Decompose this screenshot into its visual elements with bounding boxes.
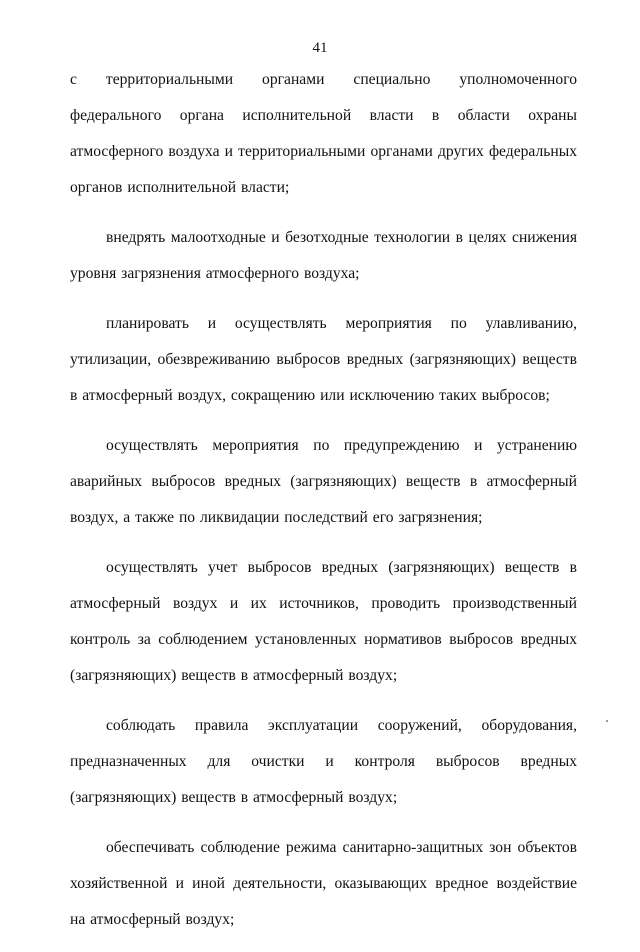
paragraph-continuation: с территориальными органами специально уполномоченного федерального органа исполнительной власти в области охраны атмосферного воздуха и территориальными органами других федеральных органов исполнительной власти; [70,71,577,196]
paragraph-sanitary-zones: обеспечивать соблюдение режима санитарно-защитных зон объектов хозяйственной и иной деятельности, оказывающих вредное воздействие на атмосферный воздух; [70,839,577,928]
paragraph-emission-capture: планировать и осуществлять мероприятия по улавливанию, утилизации, обезвреживанию выбросов вредных (загрязняющих) веществ в атмосферный воздух, сокращению или исключению таких выбросов; [70,315,577,404]
body-text [70,62,577,952]
paragraph-accident-prevention: осуществлять мероприятия по предупреждению и устранению аварийных выбросов вредных (загрязняющих) веществ в атмосферный воздух, а также по ликвидации последствий его загрязнения; [70,437,577,526]
paragraph-equipment-rules: соблюдать правила эксплуатации сооружений, оборудования, предназначенных для очистки и контроля выбросов вредных (загрязняющих) веществ в атмосферный воздух; [70,717,577,806]
scan-speck [606,720,608,722]
paragraph-emission-accounting: осуществлять учет выбросов вредных (загрязняющих) веществ в атмосферный воздух и их источников, проводить производственный контроль за соблюдением установленных нормативов выбросов вредных (загрязняющих) веществ в атмосферный воздух; [70,559,577,684]
page-number: 41 [312,40,328,56]
paragraph-low-waste-tech: внедрять малоотходные и безотходные технологии в целях снижения уровня загрязнения атмосферного воздуха; [70,229,577,282]
